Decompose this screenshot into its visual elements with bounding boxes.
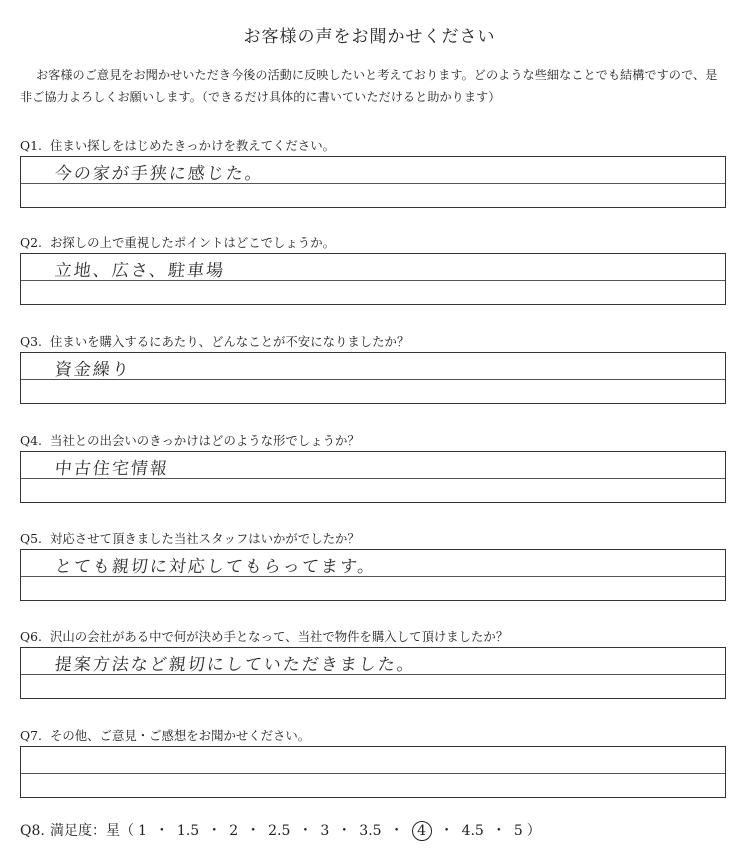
answer-box-2[interactable] — [20, 253, 726, 305]
question-number: Q2. — [20, 235, 42, 250]
question-number: Q6. — [20, 629, 42, 644]
page-title: お客様の声をお聞かせください — [243, 27, 496, 47]
rating-option-2-5[interactable]: 2.5 — [268, 823, 291, 839]
question-block-7 — [20, 726, 726, 798]
rating-separator: ・ — [207, 823, 222, 839]
question-label-6 — [20, 627, 726, 647]
question-text: 当社との出会いのきっかけはどのような形でしょうか？ — [50, 433, 360, 448]
question-text: 対応させて頂きました当社スタッフはいかがでしたか？ — [50, 531, 360, 546]
rating-label: 満足度：星（ — [50, 823, 134, 839]
handwritten-answer-1: 今の家が手狭に感じた。 — [53, 164, 265, 184]
rating-separator: ・ — [337, 823, 352, 839]
rating-option-4-5[interactable]: 4.5 — [461, 823, 484, 839]
rating-option-5[interactable]: 5 — [513, 823, 523, 839]
question-text: 住まいを購入するにあたり、どんなことが不安になりましたか？ — [50, 334, 410, 349]
rating-option-3-5[interactable]: 3.5 — [359, 823, 382, 839]
rating-separator: ・ — [246, 823, 261, 839]
rating-options — [134, 823, 527, 839]
rating-separator: ・ — [154, 823, 169, 839]
question-number: Q5. — [20, 531, 42, 546]
answer-box-6[interactable] — [20, 647, 726, 699]
question-number: Q3. — [20, 334, 42, 349]
question-label-4 — [20, 431, 726, 451]
answer-box-5[interactable] — [20, 549, 726, 601]
rating-option-2[interactable]: 2 — [229, 823, 239, 839]
answer-box-3[interactable] — [20, 352, 726, 404]
rating-separator: ・ — [491, 823, 506, 839]
rating-separator: ・ — [389, 823, 404, 839]
question-block-3 — [20, 332, 726, 404]
question-text: 住まい探しをはじめたきっかけを教えてください。 — [50, 138, 335, 153]
question-text: 沢山の会社がある中で何が決め手となって、当社で物件を購入して頂けましたか？ — [50, 629, 509, 644]
rating-option-3[interactable]: 3 — [320, 823, 330, 839]
question-block-2 — [20, 233, 726, 305]
question-number: Q7. — [20, 728, 42, 743]
answer-box-4[interactable] — [20, 451, 726, 503]
rating-option-1-5[interactable]: 1.5 — [176, 823, 200, 839]
question-text: その他、ご意見・ご感想をお聞かせください。 — [50, 728, 311, 743]
handwritten-answer-5: とても親切に対応してもらってます。 — [53, 557, 378, 577]
rating-close: ） — [526, 823, 541, 839]
question-label-2 — [20, 233, 726, 253]
satisfaction-rating — [20, 820, 541, 841]
rating-separator: ・ — [439, 823, 454, 839]
rating-option-4[interactable]: 4 — [412, 821, 432, 841]
question-text: お探しの上で重視したポイントはどこでしょうか。 — [50, 235, 335, 250]
handwritten-answer-4: 中古住宅情報 — [53, 459, 170, 479]
ruled-line — [21, 773, 725, 774]
question-label-1 — [20, 136, 726, 156]
intro-text: お客様のご意見をお聞かせいただき今後の活動に反映したいと考えております。どのような些細なことでも結構ですので、是非ご協力よろしくお願いします。（できるだけ具体的に書いていただけると助かります） — [20, 68, 718, 104]
question-label-3 — [20, 332, 726, 352]
question-block-4 — [20, 431, 726, 503]
question-number: Q1. — [20, 138, 42, 153]
question-block-5 — [20, 529, 726, 601]
answer-box-1[interactable] — [20, 156, 726, 208]
question-number: Q4. — [20, 433, 42, 448]
question-block-6 — [20, 627, 726, 699]
handwritten-answer-6: 提案方法など親切にしていただきました。 — [53, 655, 417, 675]
handwritten-answer-3: 資金繰り — [53, 360, 132, 380]
rating-option-1[interactable]: 1 — [138, 823, 147, 839]
answer-box-7[interactable] — [20, 746, 726, 798]
handwritten-answer-2: 立地、広さ、駐車場 — [53, 261, 227, 281]
question-block-1 — [20, 136, 726, 208]
rating-separator: ・ — [298, 823, 313, 839]
question-label-5 — [20, 529, 726, 549]
question-number: Q8. — [20, 823, 45, 839]
question-label-7 — [20, 726, 726, 746]
